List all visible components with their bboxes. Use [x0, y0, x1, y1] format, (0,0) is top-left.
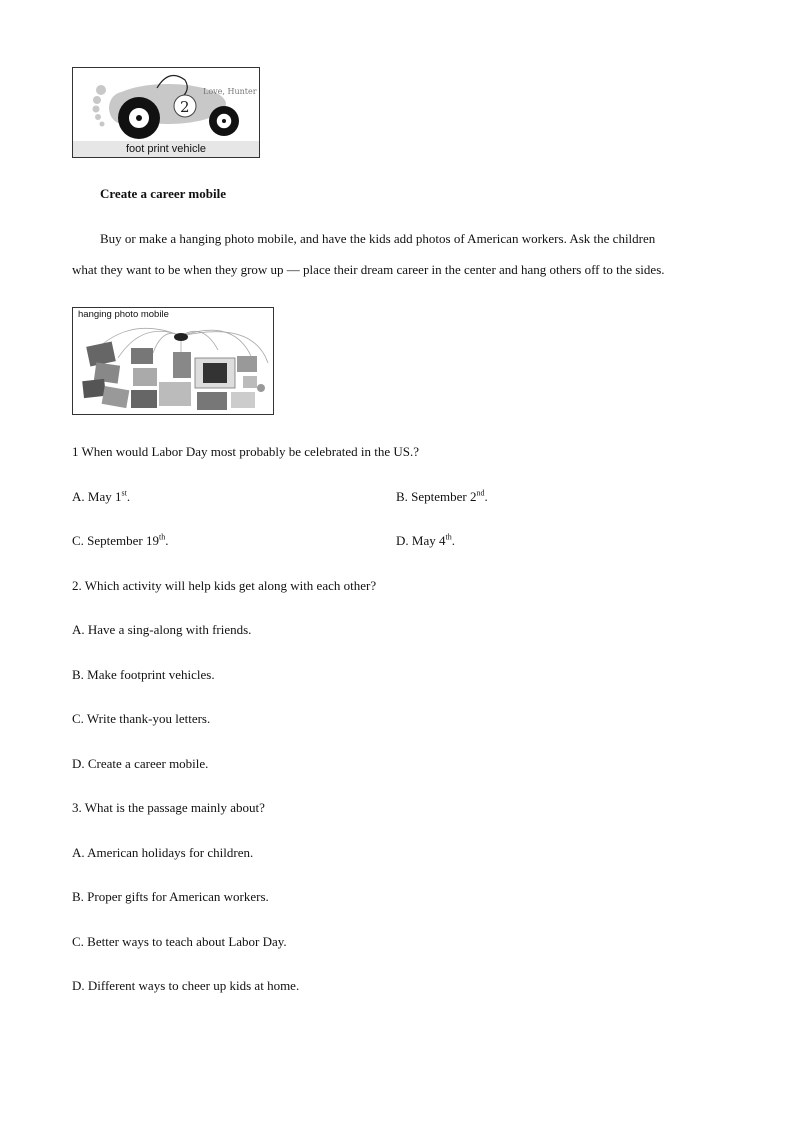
q3-option-a: A. American holidays for children. [72, 845, 254, 860]
question-2-stem: 2. Which activity will help kids get along with each other? [72, 578, 377, 593]
vehicle-number: 2 [180, 98, 190, 116]
q1-option-d: D. May 4th. [396, 532, 455, 548]
q3-option-b: B. Proper gifts for American workers. [72, 889, 269, 904]
paragraph-line-2: what they want to be when they grow up — place their dream career in the center and hang others off to the sides. [72, 262, 665, 277]
photo-mobile-illustration [73, 308, 273, 414]
q2-option-b: B. Make footprint vehicles. [72, 667, 215, 682]
question-1-stem: 1 When would Labor Day most probably be celebrated in the US.? [72, 444, 420, 459]
footprint-vehicle-image [72, 67, 260, 158]
q3-option-d: D. Different ways to cheer up kids at home. [72, 978, 300, 993]
paragraph-line-1: Buy or make a hanging photo mobile, and have the kids add photos of American workers. Ask the children [100, 231, 656, 246]
q1-option-a: A. May 1st. [72, 488, 131, 504]
q2-option-c: C. Write thank-you letters. [72, 711, 211, 726]
mobile-caption: hanging photo mobile [78, 309, 169, 320]
q3-option-c: C. Better ways to teach about Labor Day. [72, 934, 287, 949]
q2-option-a: A. Have a sing-along with friends. [72, 622, 252, 637]
q2-option-d: D. Create a career mobile. [72, 756, 209, 771]
question-3-stem: 3. What is the passage mainly about? [72, 800, 265, 815]
section-heading: Create a career mobile [100, 186, 226, 201]
hanging-photo-mobile-image [72, 307, 274, 415]
vehicle-caption: foot print vehicle [125, 143, 207, 155]
q1-option-b: B. September 2nd. [396, 488, 488, 504]
vehicle-tag: Love, Hunter [203, 87, 257, 96]
q1-option-c: C. September 19th. [72, 532, 169, 548]
